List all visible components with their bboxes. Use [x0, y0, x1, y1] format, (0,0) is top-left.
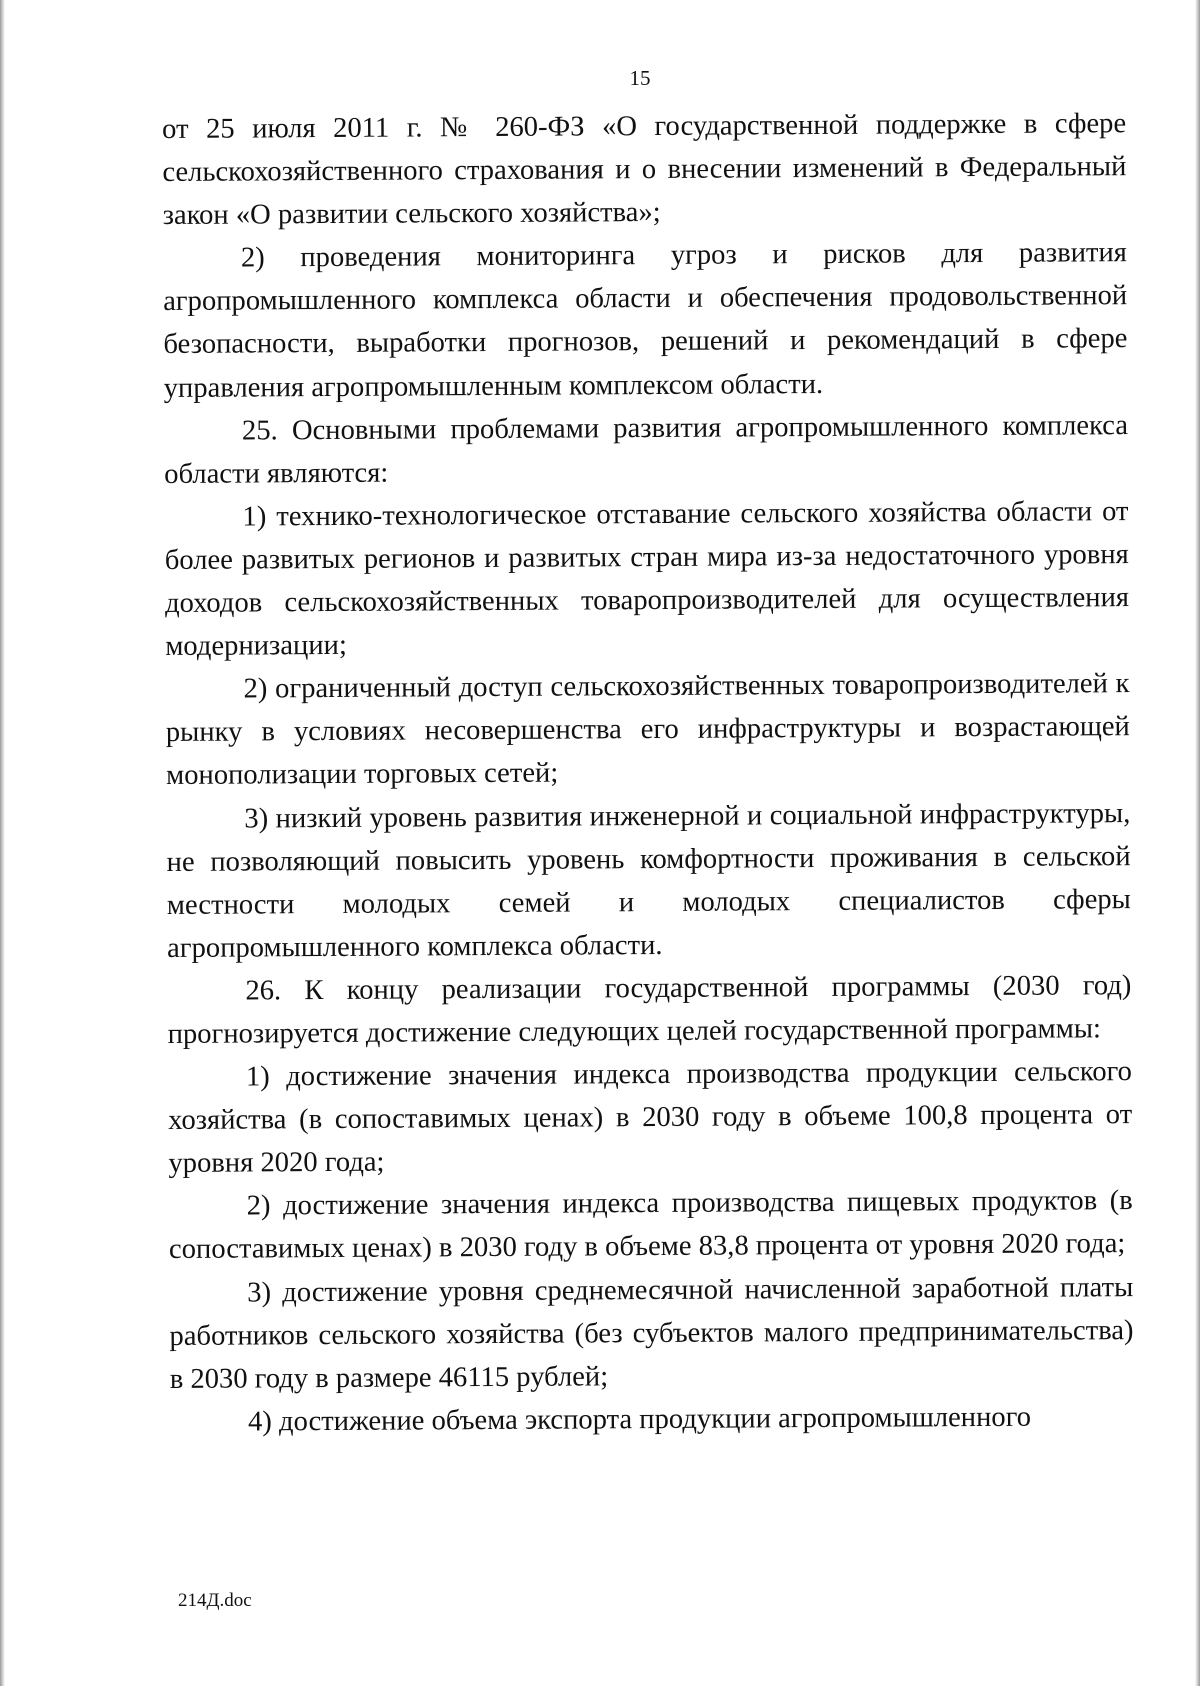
- paragraph-goal-3: 3) достижение уровня среднемесячной начисленной заработной платы работников сельского хозяйства (без субъектов малого предпринимательства) в 2030 году в размере 46115 рублей;: [169, 1271, 1134, 1395]
- footer-filename: 214Д.doc: [178, 1590, 252, 1611]
- scan-edge-left: [0, 0, 5, 1686]
- paragraph-problem-3: 3) низкий уровень развития инженерной и социальной инфраструктуры, не позволяющий повысить уровень комфортности проживания в сельской местности молодых семей и молодых специалистов сферы агропромышленного комплекса области.: [166, 797, 1131, 964]
- paragraph-26-goals: 26. К концу реализации государственной программы (2030 год) прогнозируется достижение следующих целей государственной программы:: [167, 969, 1132, 1050]
- paragraph-goal-4: 4) достижение объема экспорта продукции агропромышленного: [247, 1401, 1032, 1438]
- page-number: 15: [629, 66, 651, 90]
- paragraph-25-problems: 25. Основными проблемами развития агропромышленного комплекса области являются:: [164, 409, 1129, 490]
- paragraph-problem-1: 1) технико-технологическое отставание сельского хозяйства области от более развитых регионов и развитых стран мира из-за недостаточного уровня доходов сельскохозяйственных товаропроизводителей для осуществления модернизации;: [164, 495, 1130, 663]
- document-body: [162, 102, 1134, 1444]
- paragraph-goal-1: 1) достижение значения индекса производства продукции сельского хозяйства (в сопоставимых ценах) в 2030 году в объеме 100,8 процента от уровня 2020 года;: [168, 1056, 1133, 1180]
- paragraph-problem-2: 2) ограниченный доступ сельскохозяйственных товаропроизводителей к рынку в условиях несовершенства его инфраструктуры и возрастающей монополизации торговых сетей;: [165, 668, 1130, 792]
- paragraph-continuation: от 25 июля 2011 г. № 260-ФЗ «О государственной поддержке в сфере сельскохозяйственного страхования и о внесении изменений в Федеральный закон «О развитии сельского хозяйства»;: [162, 108, 1127, 232]
- scan-edge-right: [1195, 0, 1200, 1686]
- paragraph-goal-2: 2) достижение значения индекса производства пищевых продуктов (в сопоставимых ценах) в 2030 году в объеме 83,8 процента от уровня 2020 года;: [168, 1185, 1133, 1266]
- paragraph-item-2-monitoring: 2) проведения мониторинга угроз и рисков для развития агропромышленного комплекса области и обеспечения продовольственной безопасности, выработки прогнозов, решений и рекомендаций в сфере управления агропромышленным комплексом области.: [163, 237, 1128, 404]
